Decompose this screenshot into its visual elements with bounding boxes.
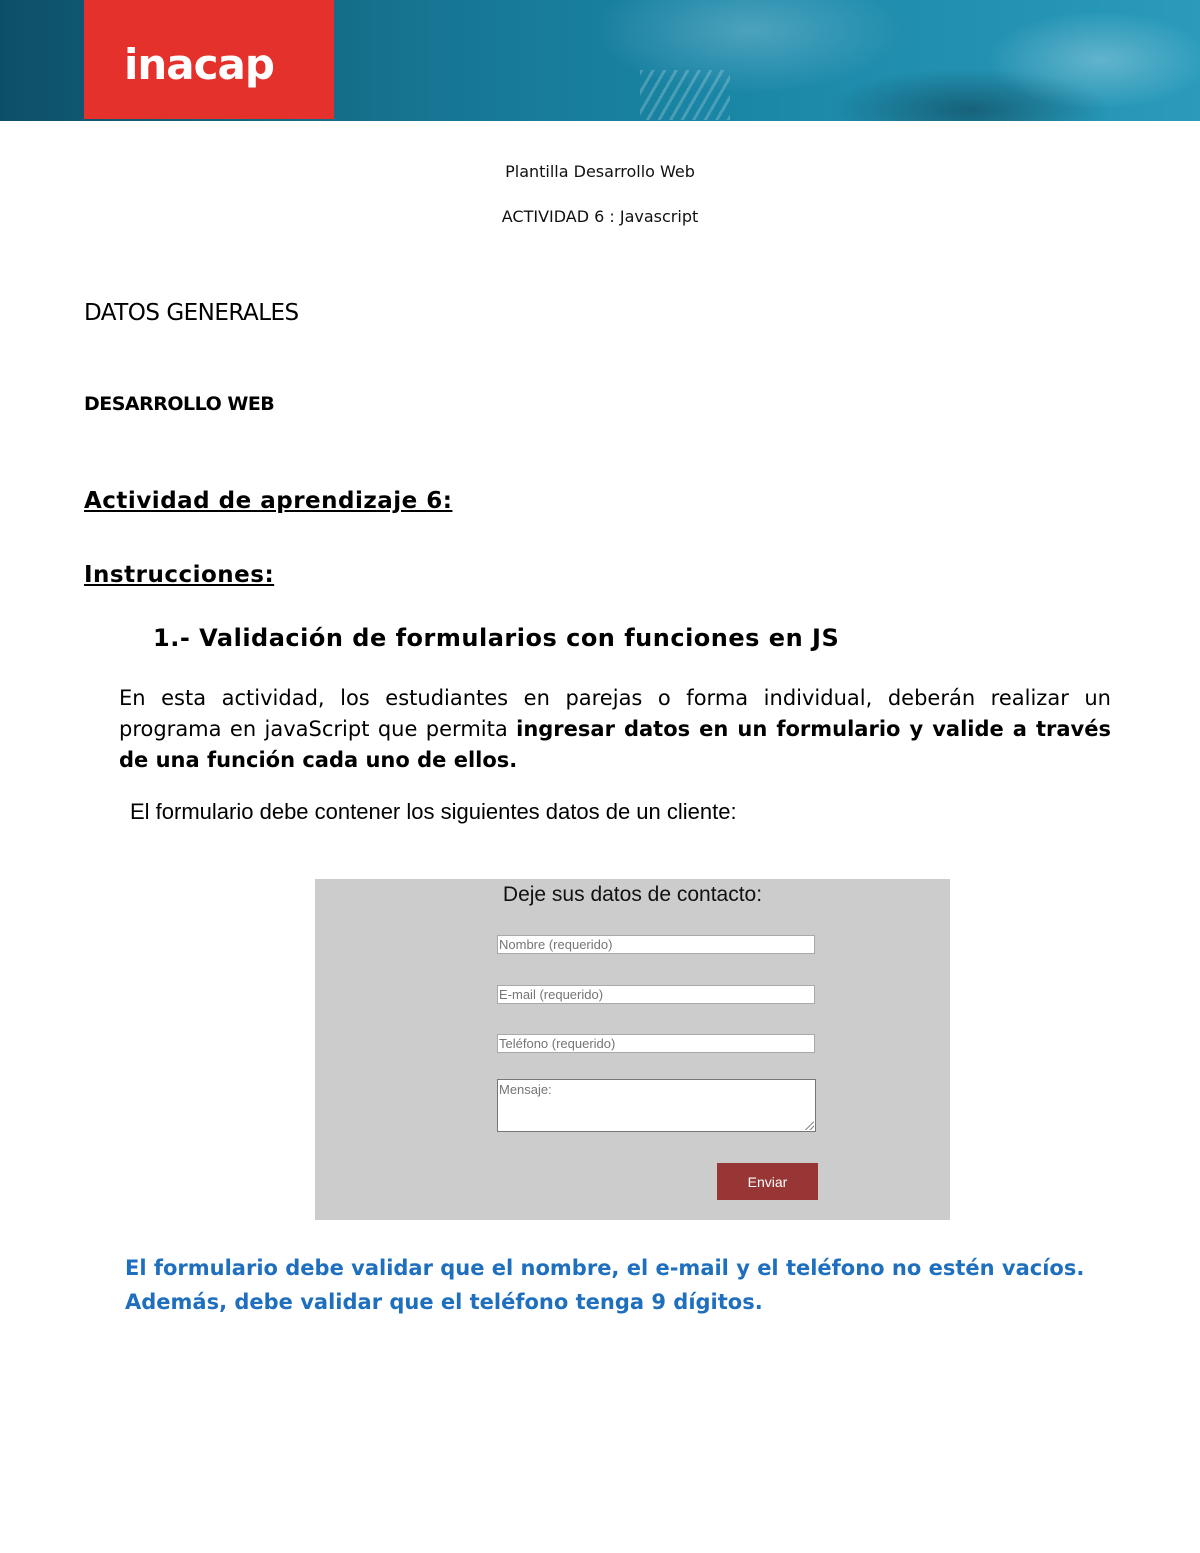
heading-actividad: Actividad de aprendizaje 6: xyxy=(84,488,453,514)
activity-title: ACTIVIDAD 6 : Javascript xyxy=(501,207,699,226)
heading-instrucciones: Instrucciones: xyxy=(84,562,275,588)
email-field[interactable]: E-mail (requerido) xyxy=(497,985,815,1004)
heading-datos-generales: DATOS GENERALES xyxy=(84,300,299,326)
notebook-spiral-decoration xyxy=(640,70,730,120)
heading-validacion: 1.- Validación de formularios con funciones en JS xyxy=(153,624,840,652)
nombre-field[interactable]: Nombre (requerido) xyxy=(497,935,815,954)
logo-text: inacap xyxy=(124,40,274,89)
telefono-field[interactable]: Teléfono (requerido) xyxy=(497,1034,815,1053)
banner-photo xyxy=(320,0,1200,121)
validation-note: El formulario debe validar que el nombre, el e-mail y el teléfono no estén vacíos. Además, debe validar que el teléfono tenga 9 dígitos. xyxy=(125,1256,1085,1314)
form-requirements-paragraph: El formulario debe contener los siguientes datos de un cliente: xyxy=(130,799,737,824)
contact-form-screenshot xyxy=(315,879,950,1220)
resize-handle-icon[interactable] xyxy=(804,1120,814,1130)
paragraph-bold: ingresar datos en un formulario y valide a través de una función cada uno de ellos. xyxy=(119,717,1111,772)
heading-desarrollo-web: DESARROLLO WEB xyxy=(84,393,275,415)
form-title: Deje sus datos de contacto: xyxy=(502,883,763,906)
template-title: Plantilla Desarrollo Web xyxy=(505,162,695,181)
mensaje-placeholder: Mensaje: xyxy=(499,1082,552,1097)
paragraph-intro: En esta actividad, los estudiantes en parejas o forma individual, deberán realizar un programa en javaScript que permita xyxy=(119,686,1111,741)
mensaje-textarea[interactable] xyxy=(497,1079,816,1132)
instructions-paragraph xyxy=(119,683,1111,776)
header-banner xyxy=(0,0,1200,121)
enviar-button[interactable]: Enviar xyxy=(717,1163,818,1200)
